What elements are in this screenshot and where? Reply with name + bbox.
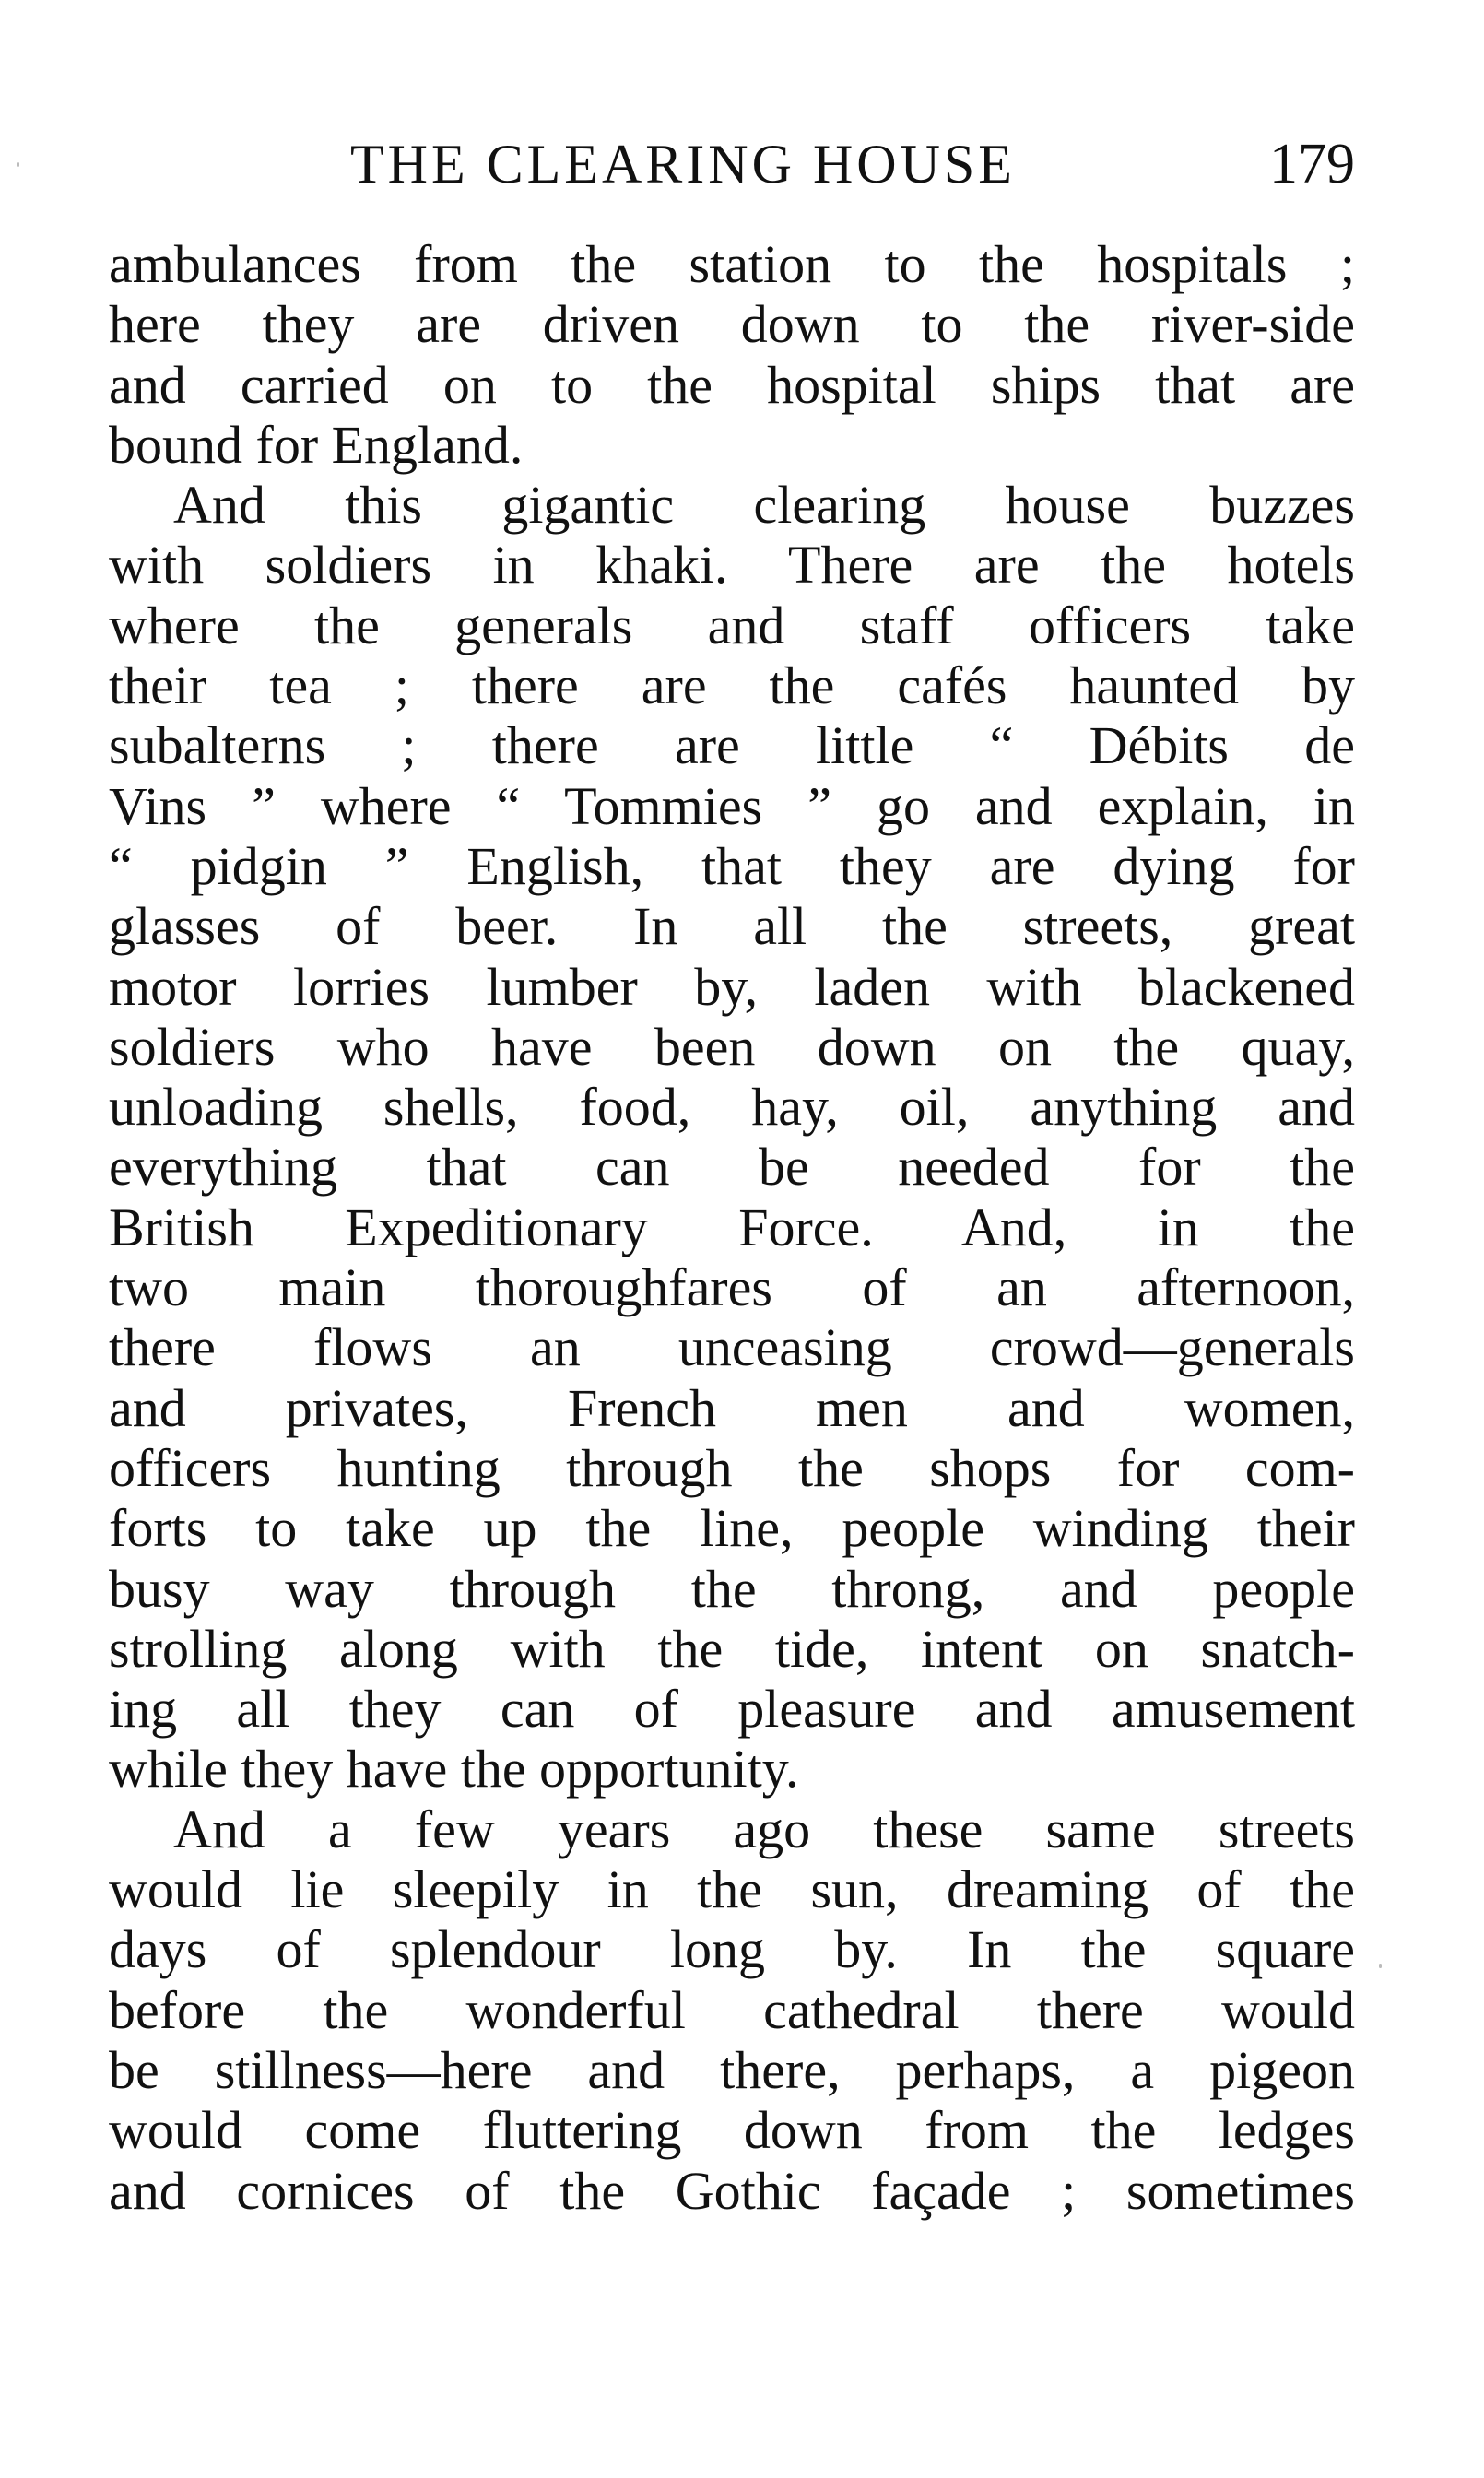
text-line: glasses of beer. In all the streets, great: [109, 896, 1355, 957]
text-line: days of splendour long by. In the square: [109, 1919, 1355, 1980]
paper-speck-right: [1379, 1964, 1382, 1968]
text-line: with soldiers in khaki. There are the hotels: [109, 535, 1355, 596]
text-line: and carried on to the hospital ships that are: [109, 354, 1355, 415]
text-line: ambulances from the station to the hospitals ;: [109, 234, 1355, 294]
paper-speck-left: [17, 162, 19, 167]
text-line: before the wonderful cathedral there would: [109, 1979, 1355, 2040]
text-line: would come fluttering down from the ledges: [109, 2100, 1355, 2161]
text-line: where the generals and staff officers take: [109, 595, 1355, 655]
text-line: their tea ; there are the cafés haunted by: [109, 655, 1355, 716]
text-line: soldiers who have been down on the quay,: [109, 1016, 1355, 1077]
text-line: while they have the opportunity.: [109, 1739, 799, 1800]
text-line: Vins ” where “ Tommies ” go and explain, in: [109, 775, 1355, 836]
text-line: And this gigantic clearing house buzzes: [173, 475, 1355, 536]
text-line: would lie sleepily in the sun, dreaming of the: [109, 1859, 1355, 1920]
body-text: [109, 234, 1355, 2221]
text-line: there flows an unceasing crowd—generals: [109, 1317, 1355, 1378]
text-line: And a few years ago these same streets: [173, 1799, 1355, 1859]
text-line: officers hunting through the shops for com-: [109, 1437, 1355, 1498]
text-line: here they are driven down to the river-side: [109, 294, 1355, 355]
text-line: and privates, French men and women,: [109, 1377, 1355, 1438]
text-line: unloading shells, food, hay, oil, anything and: [109, 1077, 1355, 1138]
text-line: everything that can be needed for the: [109, 1137, 1355, 1198]
text-line: strolling along with the tide, intent on snatch-: [109, 1618, 1355, 1679]
text-line: British Expeditionary Force. And, in the: [109, 1197, 1355, 1257]
text-line: motor lorries lumber by, laden with blackened: [109, 956, 1355, 1017]
text-line: busy way through the throng, and people: [109, 1558, 1355, 1619]
running-head: [109, 127, 1355, 201]
text-line: subalterns ; there are little “ Débits de: [109, 715, 1355, 776]
text-line: ing all they can of pleasure and amusement: [109, 1679, 1355, 1740]
running-title: THE CLEARING HOUSE: [350, 134, 1016, 195]
text-line: two main thoroughfares of an afternoon,: [109, 1257, 1355, 1318]
text-line: forts to take up the line, people winding their: [109, 1498, 1355, 1559]
text-line: and cornices of the Gothic façade ; sometimes: [109, 2160, 1355, 2221]
page-number: 179: [1269, 133, 1355, 195]
text-line: bound for England.: [109, 414, 524, 475]
text-line: “ pidgin ” English, that they are dying for: [109, 835, 1355, 896]
text-line: be stillness—here and there, perhaps, a pigeon: [109, 2039, 1355, 2100]
